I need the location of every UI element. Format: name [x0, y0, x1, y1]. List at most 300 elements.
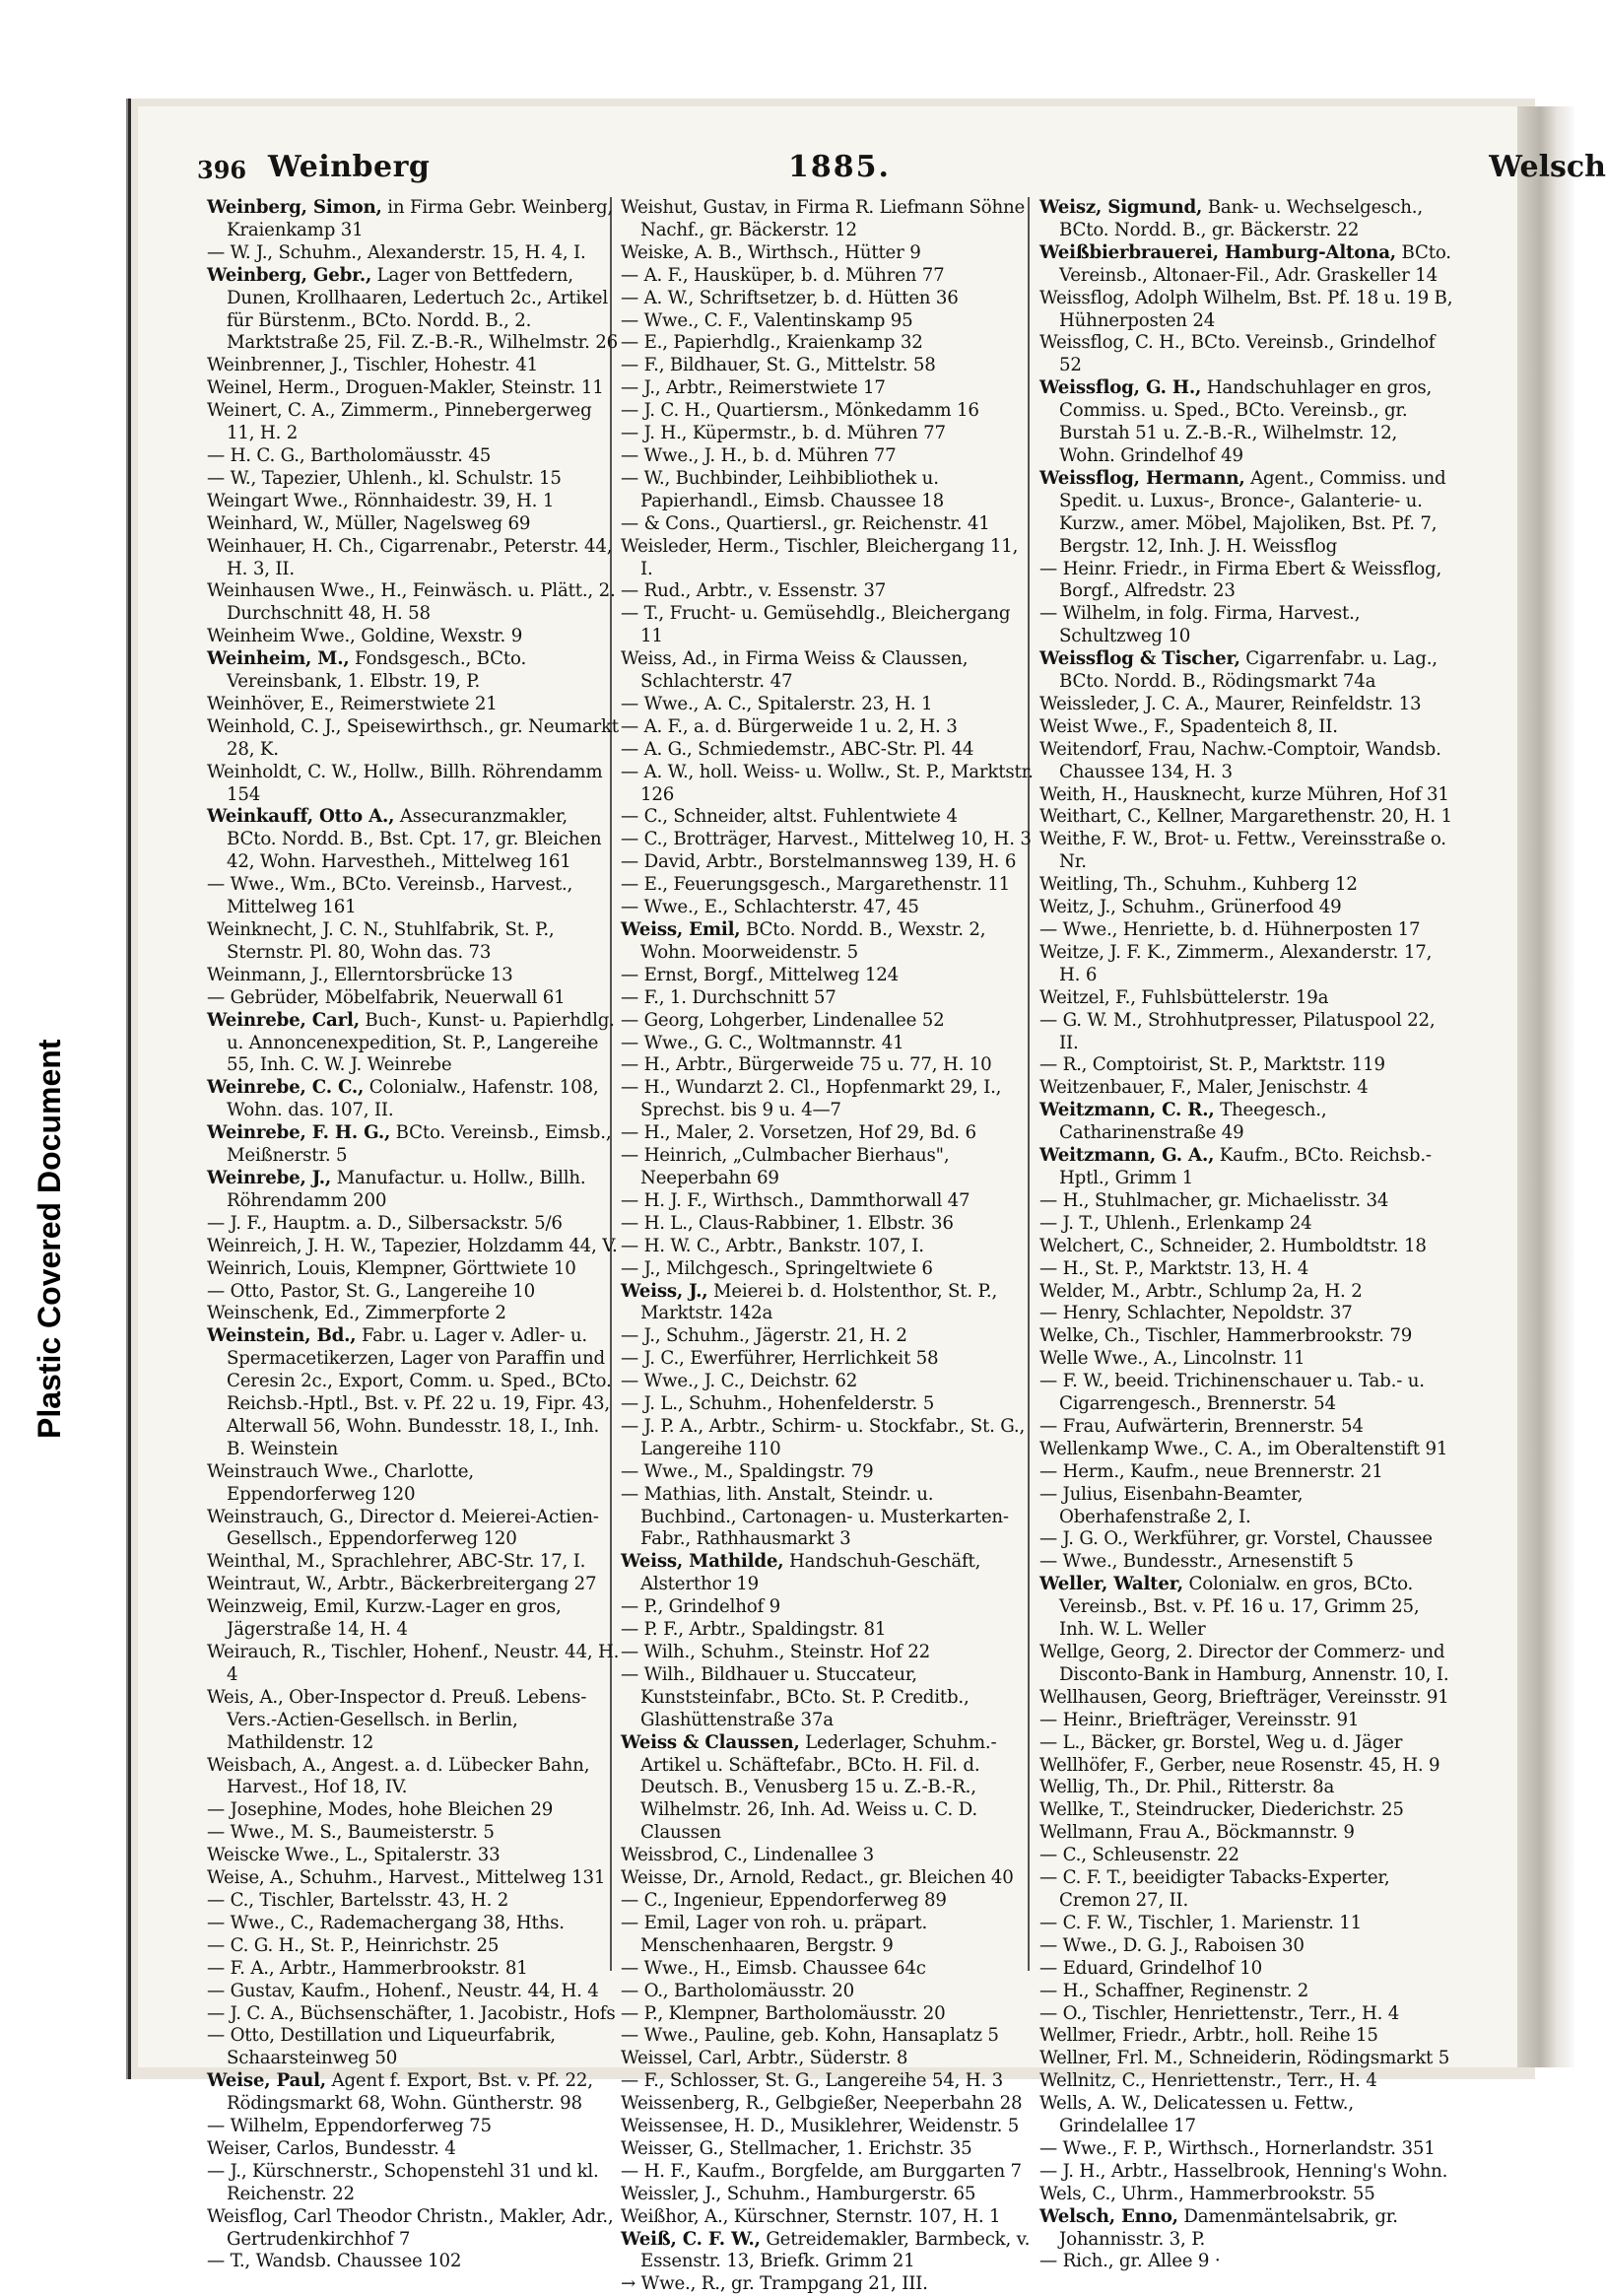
entry-details: Weissbrod, C., Lindenallee 3 [621, 1845, 875, 1866]
entry-details: Weinzweig, Emil, Kurzw.-Lager en gros, Jägerstraße 14, H. 4 [207, 1596, 562, 1641]
left-running-head: Weinberg [268, 150, 431, 184]
page-number: 396 [197, 156, 247, 184]
directory-entry [621, 580, 1035, 603]
directory-entry [1039, 1213, 1453, 1236]
directory-entry [1039, 1551, 1453, 1574]
entry-details: Weisse, Dr., Arnold, Redact., gr. Bleichen 40 [621, 1867, 1014, 1889]
entry-details: — Otto, Pastor, St. G., Langereihe 10 [207, 1280, 535, 1302]
directory-entry [1039, 1010, 1453, 1055]
entry-details: in Firma Gebr. Weinberg, Kraienkamp 31 [227, 197, 613, 240]
directory-entry [1039, 1687, 1453, 1710]
entry-details: — J., Kürschnerstr., Schopenstehl 31 und kl. Reichenstr. 22 [207, 2160, 599, 2204]
entry-details: Weissler, J., Schuhm., Hamburgerstr. 65 [621, 2183, 976, 2204]
directory-entry [621, 874, 1035, 897]
entry-details: Weinstrauch Wwe., Charlotte, Eppendorferweg 120 [207, 1460, 474, 1505]
directory-entry [621, 1732, 1035, 1846]
entry-details: Wels, C., Uhrm., Hammerbrookstr. 55 [1039, 2183, 1375, 2204]
entry-details: — F. W., beeid. Trichinenschauer u. Tab.- u. Cigarrengesch., Brennerstr. 54 [1039, 1371, 1425, 1415]
directory-entry [621, 2161, 1035, 2184]
entry-details: — J. P. A., Arbtr., Schirm- u. Stockfabr., St. G., Langereihe 110 [621, 1415, 1026, 1459]
directory-entry [621, 2093, 1035, 2116]
directory-entry [621, 1258, 1035, 1281]
entry-details: Weitling, Th., Schuhm., Kuhberg 12 [1039, 874, 1358, 896]
directory-entry [1039, 739, 1453, 784]
directory-entry [207, 1258, 621, 1281]
directory-entry [1039, 1258, 1453, 1281]
entry-details: Wellnitz, C., Henriettenstr., Terr., H. 4 [1039, 2070, 1377, 2092]
directory-entry [207, 2003, 621, 2026]
entry-details: Wellig, Th., Dr. Phil., Ritterstr. 8a [1039, 1777, 1335, 1798]
entry-details: Weissleder, J. C. A., Maurer, Reinfeldstr. 13 [1039, 693, 1422, 714]
entry-details: Wellge, Georg, 2. Director der Commerz- und Disconto-Bank in Hamburg, Annenstr. 10, I. [1039, 1642, 1449, 1685]
page-edge-shadow [1517, 106, 1574, 2067]
directory-entry [621, 2138, 1035, 2161]
entry-details: Weiss, Ad., in Firma Weiss & Claussen, Schlachterstr. 47 [621, 648, 969, 693]
directory-entry [1039, 1145, 1453, 1190]
entry-details: — Georg, Lohgerber, Lindenallee 52 [621, 1009, 945, 1031]
directory-entry [207, 987, 621, 1010]
entry-details: — Wwe., C., Rademachergang 38, Hths. [207, 1912, 565, 1933]
directory-entry [621, 897, 1035, 919]
directory-entry [621, 806, 1035, 829]
entry-details: Weisbach, A., Angest. a. d. Lübecker Bahn, Harvest., Hof 18, IV. [207, 1754, 590, 1798]
entry-details: — H. F., Kaufm., Borgfelde, am Burggarten 7 [621, 2160, 1022, 2182]
directory-entry [621, 762, 1035, 807]
entry-details: — Wwe., D. G. J., Raboisen 30 [1039, 1934, 1305, 1956]
directory-entry [621, 400, 1035, 423]
directory-entry [207, 1236, 621, 1258]
entry-details: — Wwe., J. C., Deichstr. 62 [621, 1371, 858, 1392]
directory-entry [621, 1393, 1035, 1416]
entry-details: — J. F., Hauptm. a. D., Silbersackstr. 5/6 [207, 1212, 563, 1234]
entry-name: Weise, Paul, [207, 2070, 326, 2092]
entry-details: — Wwe., J. H., b. d. Mühren 77 [621, 444, 897, 466]
directory-entry [621, 377, 1035, 400]
directory-entry [1039, 648, 1453, 694]
directory-entry [1039, 829, 1453, 874]
directory-entry [621, 1054, 1035, 1077]
entry-details: — David, Arbtr., Borstelmannsweg 139, H. 6 [621, 851, 1017, 873]
directory-entry [1039, 242, 1453, 288]
entry-details: Agent., Commiss. und Spedit. u. Luxus-, Bronce-, Galanterie- u. Kurzw., amer. Möbel, Majoliken, Bst. Pf. 7, Bergstr. 12, Inh. J. H. Weissflog [1059, 467, 1446, 557]
entry-details: — Ernst, Borgf., Mittelweg 124 [621, 964, 900, 985]
entry-details: Weißhor, A., Kürschner, Sternstr. 107, H. 1 [621, 2205, 1001, 2227]
directory-entry [1039, 1281, 1453, 1304]
entry-details: — H., Wundarzt 2. Cl., Hopfenmarkt 29, I., Sprechst. bis 9 u. 4—7 [621, 1077, 1002, 1121]
directory-entry [207, 1461, 621, 1507]
directory-entry [207, 919, 621, 965]
entry-details: Handschuh-Geschäft, Alsterthor 19 [640, 1551, 981, 1595]
directory-entry [207, 1122, 621, 1168]
directory-entry [621, 310, 1035, 333]
entry-details: — Wwe., Wm., BCto. Vereinsb., Harvest., Mittelweg 161 [207, 874, 573, 918]
directory-entry [621, 1236, 1035, 1258]
entry-details: Weinmann, J., Ellerntorsbrücke 13 [207, 964, 513, 985]
directory-entry [621, 242, 1035, 265]
entry-details: — Otto, Destillation und Liqueurfabrik, Schaarsteinweg 50 [207, 2025, 556, 2069]
directory-entry [1039, 2048, 1453, 2070]
entry-name: Weinberg, Gebr., [207, 264, 372, 286]
directory-entry [207, 2025, 621, 2070]
entry-details: — Wwe., F. P., Wirthsch., Hornerlandstr. 351 [1039, 2137, 1436, 2159]
entry-details: — T., Frucht- u. Gemüsehdlg., Bleichergang 11 [621, 603, 1011, 647]
entry-details: Wellhausen, Georg, Briefträger, Vereinsstr. 91 [1039, 1686, 1449, 1708]
entry-name: Weinberg, Simon, [207, 197, 382, 218]
directory-entry [1039, 2138, 1453, 2161]
directory-entry [1039, 1325, 1453, 1348]
directory-entry [621, 965, 1035, 987]
directory-entry [1039, 1913, 1453, 1935]
directory-entry [207, 965, 621, 987]
entry-details: — H., St. P., Marktstr. 13, H. 4 [1039, 1257, 1309, 1279]
directory-entry [1039, 694, 1453, 716]
right-running-head: Welsch [1489, 150, 1606, 184]
entry-details: Weiske, A. B., Wirthsch., Hütter 9 [621, 241, 921, 263]
entry-details: — Wwe., G. C., Woltmannstr. 41 [621, 1032, 904, 1053]
entry-details: Weinrich, Louis, Klempner, Görttwiete 10 [207, 1257, 576, 1279]
entry-details: — J. H., Arbtr., Hasselbrook, Henning's Wohn. [1039, 2160, 1448, 2182]
entry-details: — Gustav, Kaufm., Hohenf., Neustr. 44, H. 4 [207, 1980, 599, 2001]
directory-entry [1039, 1416, 1453, 1439]
entry-details: — Wwe., C. F., Valentinskamp 95 [621, 309, 913, 331]
entry-details: Weith, H., Hausknecht, kurze Mühren, Hof 31 [1039, 783, 1449, 805]
entry-details: Meierei b. d. Holstenthor, St. P., Marktstr. 142a [640, 1280, 998, 1324]
entry-details: Assecuranzmakler, BCto. Nordd. B., Bst. Cpt. 17, gr. Bleichen 42, Wohn. Harvestheh., Mittelweg 161 [227, 806, 602, 873]
directory-entry [207, 1077, 621, 1122]
directory-entry [621, 332, 1035, 355]
directory-entry [1039, 197, 1453, 242]
entry-details: Kaufm., BCto. Reichsb.-Hptl., Grimm 1 [1059, 1145, 1432, 1188]
directory-entry [207, 377, 621, 400]
directory-entry [1039, 603, 1453, 648]
entry-details: — J. C. H., Quartiersm., Mönkedamm 16 [621, 400, 979, 422]
directory-entry [1039, 2206, 1453, 2252]
entry-details: Wellmer, Friedr., Arbtr., holl. Reihe 15 [1039, 2025, 1378, 2047]
entry-details: Weissel, Carl, Arbtr., Süderstr. 8 [621, 2048, 908, 2069]
directory-entry [1039, 2161, 1453, 2184]
entry-details: Theegesch., Catharinenstraße 49 [1059, 1100, 1327, 1144]
entry-details: — Wilh., Bildhauer u. Stuccateur, Kunststeinfabr., BCto. St. P. Creditb., Glashüttenstraße 37a [621, 1663, 970, 1730]
entry-details: Weiscke Wwe., L., Spitalerstr. 33 [207, 1845, 501, 1866]
entry-details: — H. C. G., Bartholomäusstr. 45 [207, 444, 492, 466]
entry-details: BCto. Vereinsb., Altonaer-Fil., Adr. Graskeller 14 [1059, 241, 1451, 286]
directory-entry [621, 2116, 1035, 2138]
entry-details: — A. W., Schriftsetzer, b. d. Hütten 36 [621, 287, 959, 308]
entry-details: Weinel, Herm., Droguen-Makler, Steinstr. 11 [207, 377, 604, 399]
entry-details: — Frau, Aufwärterin, Brennerstr. 54 [1039, 1415, 1364, 1437]
entry-name: Weinrebe, J., [207, 1167, 332, 1188]
directory-entry [207, 2251, 621, 2273]
entry-details: Weithart, C., Kellner, Margarethenstr. 20, H. 1 [1039, 806, 1452, 828]
entry-details: Weintraut, W., Arbtr., Bäckerbreitergang 27 [207, 1574, 597, 1595]
directory-entry [207, 694, 621, 716]
entry-details: Weisser, G., Stellmacher, 1. Erichstr. 35 [621, 2137, 972, 2159]
directory-entry [621, 1077, 1035, 1122]
entry-details: — Rud., Arbtr., v. Essenstr. 37 [621, 580, 887, 602]
entry-details: — Wwe., Henriette, b. d. Hühnerposten 17 [1039, 919, 1421, 940]
entry-details: — T., Wandsb. Chaussee 102 [207, 2251, 462, 2272]
entry-details: — O., Tischler, Henriettenstr., Terr., H. 4 [1039, 2002, 1400, 2024]
entry-details: Weirauch, R., Tischler, Hohenf., Neustr. 44, H. 4 [207, 1642, 620, 1685]
entry-details: — P., Klempner, Bartholomäusstr. 20 [621, 2002, 946, 2024]
entry-details: Weinhauer, H. Ch., Cigarrenabr., Peterstr. 44, H. 3, II. [207, 535, 613, 579]
directory-entry [207, 874, 621, 919]
directory-entry [207, 1507, 621, 1552]
directory-entry [1039, 1484, 1453, 1529]
directory-entry [1039, 1710, 1453, 1732]
directory-entry [207, 355, 621, 377]
directory-entry [621, 1913, 1035, 1958]
entry-details: Weinhausen Wwe., H., Feinwäsch. u. Plätt., 2. Durchschnitt 48, H. 58 [207, 580, 616, 625]
directory-entry [621, 1145, 1035, 1190]
entry-details: Manufactur. u. Hollw., Billh. Röhrendamm 200 [227, 1167, 586, 1211]
directory-entry [1039, 2251, 1453, 2273]
entry-details: Weise, A., Schuhm., Harvest., Mittelweg 131 [207, 1867, 606, 1889]
entry-details: — H., Maler, 2. Vorsetzen, Hof 29, Bd. 6 [621, 1122, 976, 1144]
directory-entry [1039, 1236, 1453, 1258]
directory-entry [1039, 1528, 1453, 1551]
directory-entry [1039, 2070, 1453, 2093]
entry-details: — H. J. F., Wirthsch., Dammthorwall 47 [621, 1189, 970, 1211]
entry-details: — Wilhelm, in folg. Firma, Harvest., Schultzweg 10 [1039, 603, 1361, 647]
directory-entry [207, 491, 621, 513]
entry-details: Bank- u. Wechselgesch., BCto. Nordd. B., gr. Bäckerstr. 22 [1059, 197, 1423, 240]
directory-entry [207, 806, 621, 874]
directory-entry [207, 2116, 621, 2138]
directory-entry [621, 2070, 1035, 2093]
entry-details: — & Cons., Quartiersl., gr. Reichenstr. 41 [621, 512, 990, 534]
directory-entry [207, 536, 621, 581]
entry-details: Weis, A., Ober-Inspector d. Preuß. Lebens-Vers.-Actien-Gesellsch. in Berlin, Mathildenstr. 12 [207, 1686, 587, 1753]
entry-details: Welchert, C., Schneider, 2. Humboldtstr. 18 [1039, 1235, 1427, 1256]
directory-entry [1039, 1981, 1453, 2003]
entry-details: Weinhold, C. J., Speisewirthsch., gr. Neumarkt 28, K. [207, 715, 619, 760]
entry-details: — Heinrich, „Culmbacher Bierhaus", Neeperbahn 69 [621, 1145, 950, 1188]
entry-details: — L., Bäcker, gr. Borstel, Weg u. d. Jäger [1039, 1731, 1403, 1753]
directory-column-2 [621, 197, 1035, 2295]
directory-entry [621, 1190, 1035, 1213]
directory-entry [207, 445, 621, 468]
directory-entry [1039, 942, 1453, 987]
entry-details: Weissflog, Adolph Wilhelm, Bst. Pf. 18 u. 19 B, Hühnerposten 24 [1039, 287, 1453, 331]
entry-details: Welder, M., Arbtr., Schlump 2a, H. 2 [1039, 1280, 1363, 1302]
directory-entry [207, 1642, 621, 1687]
directory-entry [621, 648, 1035, 694]
directory-entry [1039, 897, 1453, 919]
directory-entry [207, 1755, 621, 1800]
entry-details: Weinstrauch, G., Director d. Meierei-Actien-Gesellsch., Eppendorferweg 120 [207, 1506, 599, 1550]
directory-entry [621, 1484, 1035, 1552]
entry-details: Cigarrenfabr. u. Lag., BCto. Nordd. B., Rödingsmarkt 74a [1059, 648, 1438, 693]
entry-details: — J., Arbtr., Reimerstwiete 17 [621, 377, 886, 399]
entry-details: Weitzel, F., Fuhlsbüttelerstr. 19a [1039, 986, 1329, 1008]
entry-name: Weiss, Mathilde, [621, 1551, 784, 1573]
directory-entry [621, 288, 1035, 310]
entry-details: — Wwe., Bundesstr., Arnesenstift 5 [1039, 1551, 1354, 1573]
directory-entry [207, 1935, 621, 1958]
directory-entry [207, 197, 621, 242]
entry-details: — C., Ingenieur, Eppendorferweg 89 [621, 1889, 947, 1911]
directory-entry [207, 1867, 621, 1890]
entry-details: — J. C. A., Büchsenschäfter, 1. Jacobistr., Hofs [207, 2002, 616, 2024]
entry-details: — W., Tapezier, Uhlenh., kl. Schulstr. 15 [207, 467, 562, 489]
entry-name: Weinheim, M., [207, 648, 350, 670]
entry-details: — C., Tischler, Bartelsstr. 43, H. 2 [207, 1889, 509, 1911]
entry-name: Weiss & Claussen, [621, 1731, 800, 1753]
entry-name: Weinstein, Bd., [207, 1325, 357, 1347]
entry-details: Wellner, Frl. M., Schneiderin, Rödingsmarkt 5 [1039, 2048, 1450, 2069]
entry-details: Lager von Bettfedern, Dunen, Krollhaaren, Ledertuch 2c., Artikel für Bürstenm., BCto. Nordd. B., 2. Marktstraße 25, Fil. Z.-B.-R., Wilhelmstr. 26 [227, 264, 619, 354]
directory-entry [621, 2229, 1035, 2274]
directory-entry [1039, 1054, 1453, 1077]
entry-details: — H., Schaffner, Reginenstr. 2 [1039, 1980, 1309, 2001]
entry-details: Wellmann, Frau A., Böckmannstr. 9 [1039, 1822, 1355, 1844]
entry-details: Welke, Ch., Tischler, Hammerbrookstr. 79 [1039, 1325, 1413, 1347]
entry-details: — Heinr., Briefträger, Vereinsstr. 91 [1039, 1709, 1360, 1730]
directory-entry [621, 1642, 1035, 1664]
directory-entry [207, 1010, 621, 1078]
entry-details: Weinknecht, J. C. N., Stuhlfabrik, St. P., Sternstr. Pl. 80, Wohn das. 73 [207, 919, 555, 963]
entry-name: Welsch, Enno, [1039, 2205, 1178, 2227]
directory-entry [1039, 1100, 1453, 1145]
entry-details: — Wwe., A. C., Spitalerstr. 23, H. 1 [621, 693, 933, 714]
entry-details: — E., Papierhdlg., Kraienkamp 32 [621, 332, 923, 354]
directory-entry [1039, 1303, 1453, 1325]
directory-entry [621, 265, 1035, 288]
entry-name: Weitzmann, G. A., [1039, 1145, 1215, 1167]
directory-entry [1039, 716, 1453, 739]
directory-entry [207, 1213, 621, 1236]
entry-details: — J. H., Küpermstr., b. d. Mühren 77 [621, 423, 946, 444]
directory-entry [621, 513, 1035, 536]
directory-entry [621, 1958, 1035, 1981]
entry-details: Colonialw., Hafenstr. 108, Wohn. das. 107, II. [227, 1077, 599, 1121]
directory-entry [207, 468, 621, 491]
entry-details: — C., Schneider, altst. Fuhlentwiete 4 [621, 806, 958, 828]
directory-entry [1039, 1822, 1453, 1845]
entry-details: — C., Schleusenstr. 22 [1039, 1845, 1239, 1866]
page-header [197, 150, 1606, 189]
directory-entry [621, 2206, 1035, 2229]
entry-details: Weitzenbauer, F., Maler, Jenischstr. 4 [1039, 1077, 1369, 1099]
directory-entry [621, 1461, 1035, 1484]
entry-details: Weissensee, H. D., Musiklehrer, Weidenstr. 5 [621, 2116, 1020, 2137]
entry-details: — G. W. M., Strohhutpresser, Pilatuspool 22, II. [1039, 1009, 1436, 1053]
directory-entry [207, 1281, 621, 1304]
entry-details: BCto. Vereinsb., Eimsb., Meißnerstr. 5 [227, 1122, 612, 1167]
entry-details: Wellhöfer, F., Gerber, neue Rosenstr. 45, H. 9 [1039, 1754, 1440, 1776]
directory-entry [1039, 1371, 1453, 1416]
directory-entry [1039, 1867, 1453, 1913]
entry-details: Weingart Wwe., Rönnhaidestr. 39, H. 1 [207, 490, 555, 511]
directory-entry [207, 1913, 621, 1935]
directory-entry [621, 1551, 1035, 1596]
entry-details: — P. F., Arbtr., Spaldingstr. 81 [621, 1619, 887, 1641]
entry-details: — Wwe., E., Schlachterstr. 47, 45 [621, 897, 919, 918]
entry-name: Weissflog, Hermann, [1039, 467, 1245, 489]
entry-name: Weissflog, G. H., [1039, 377, 1202, 399]
directory-entry [621, 919, 1035, 965]
directory-entry [621, 1281, 1035, 1326]
directory-entry [207, 1551, 621, 1574]
directory-entry [207, 1168, 621, 1213]
directory-entry [1039, 2184, 1453, 2206]
directory-entry [621, 1596, 1035, 1619]
entry-details: Weinhöver, E., Reimerstwiete 21 [207, 693, 498, 714]
directory-entry [621, 716, 1035, 739]
directory-entry [1039, 1574, 1453, 1642]
entry-details: Weissenberg, R., Gelbgießer, Neeperbahn 28 [621, 2093, 1023, 2115]
directory-entry [1039, 987, 1453, 1010]
entry-details: Damenmäntelsabrik, gr. Johannisstr. 3, P. [1059, 2205, 1398, 2250]
entry-details: — A. F., a. d. Bürgerweide 1 u. 2, H. 3 [621, 715, 958, 737]
entry-details: — W., Buchbinder, Leihbibliothek u. Papierhandl., Eimsb. Chaussee 18 [621, 467, 945, 511]
entry-name: Weiss, Emil, [621, 919, 741, 940]
directory-entry [1039, 1190, 1453, 1213]
entry-details: Weinbrenner, J., Tischler, Hohestr. 41 [207, 355, 539, 376]
directory-entry [207, 1687, 621, 1755]
entry-name: Weinrebe, Carl, [207, 1009, 360, 1031]
directory-entry [207, 626, 621, 648]
entry-details: — J. G. O., Werkführer, gr. Vorstel, Chaussee [1039, 1528, 1433, 1550]
entry-details: Weishut, Gustav, in Firma R. Liefmann Söhne Nachf., gr. Bäckerstr. 12 [621, 197, 1026, 240]
directory-entry [1039, 288, 1453, 333]
directory-entry [1039, 806, 1453, 829]
directory-entry [621, 987, 1035, 1010]
directory-entry [621, 1371, 1035, 1393]
directory-entry [621, 1348, 1035, 1371]
entry-details: — P., Grindelhof 9 [621, 1596, 780, 1618]
entry-details: — A. W., holl. Weiss- u. Wollw., St. P., Marktstr. 126 [621, 761, 1034, 805]
directory-column-1 [207, 197, 621, 2272]
entry-details: — J., Milchgesch., Springeltwiete 6 [621, 1257, 933, 1279]
entry-details: Weitze, J. F. K., Zimmerm., Alexanderstr. 17, H. 6 [1039, 941, 1433, 985]
directory-entry [621, 1664, 1035, 1732]
directory-entry [621, 1416, 1035, 1461]
directory-entry [1039, 1935, 1453, 1958]
directory-entry [621, 603, 1035, 648]
entry-details: — Wwe., Pauline, geb. Kohn, Hansaplatz 5 [621, 2025, 999, 2047]
directory-entry [1039, 2003, 1453, 2026]
directory-entry [207, 1981, 621, 2003]
entry-details: — C., Brotträger, Harvest., Mittelweg 10, H. 3 [621, 829, 1032, 850]
directory-entry [621, 197, 1035, 242]
entry-details: Getreidemakler, Barmbeck, v. Essenstr. 13, Briefk. Grimm 21 [640, 2228, 1031, 2272]
directory-entry [207, 400, 621, 445]
entry-details: Weitendorf, Frau, Nachw.-Comptoir, Wandsb. Chaussee 134, H. 3 [1039, 738, 1441, 782]
entry-details: — E., Feuerungsgesch., Margarethenstr. 11 [621, 874, 1010, 896]
directory-entry [621, 829, 1035, 851]
entry-details: Lederlager, Schuhm.-Artikel u. Schäftefabr., BCto. H. Fil. d. Deutsch. B., Venusberg 15 u. Z.-B.-R., Wilhelmstr. 26, Inh. Ad. Weiss u. C. D. Claussen [640, 1731, 997, 1844]
entry-name: Weißbierbrauerei, Hamburg-Altona, [1039, 241, 1396, 263]
directory-entry [621, 739, 1035, 762]
directory-entry [621, 1122, 1035, 1145]
directory-entry [621, 445, 1035, 468]
directory-entry [207, 648, 621, 694]
directory-entry [1039, 1799, 1453, 1822]
entry-details: — Henry, Schlachter, Nepoldstr. 37 [1039, 1303, 1353, 1324]
entry-details: → Wwe., R., gr. Trampgang 21, III. [621, 2273, 928, 2295]
entry-details: — H., Arbtr., Bürgerweide 75 u. 77, H. 10 [621, 1054, 992, 1076]
directory-entry [1039, 874, 1453, 897]
entry-details: Weinheim Wwe., Goldine, Wexstr. 9 [207, 626, 523, 647]
entry-details: — H. L., Claus-Rabbiner, 1. Elbstr. 36 [621, 1212, 954, 1234]
directory-entry [621, 2025, 1035, 2048]
directory-entry [621, 2184, 1035, 2206]
entry-details: — Wilh., Schuhm., Steinstr. Hof 22 [621, 1642, 931, 1662]
directory-entry [207, 580, 621, 626]
directory-entry [1039, 784, 1453, 807]
